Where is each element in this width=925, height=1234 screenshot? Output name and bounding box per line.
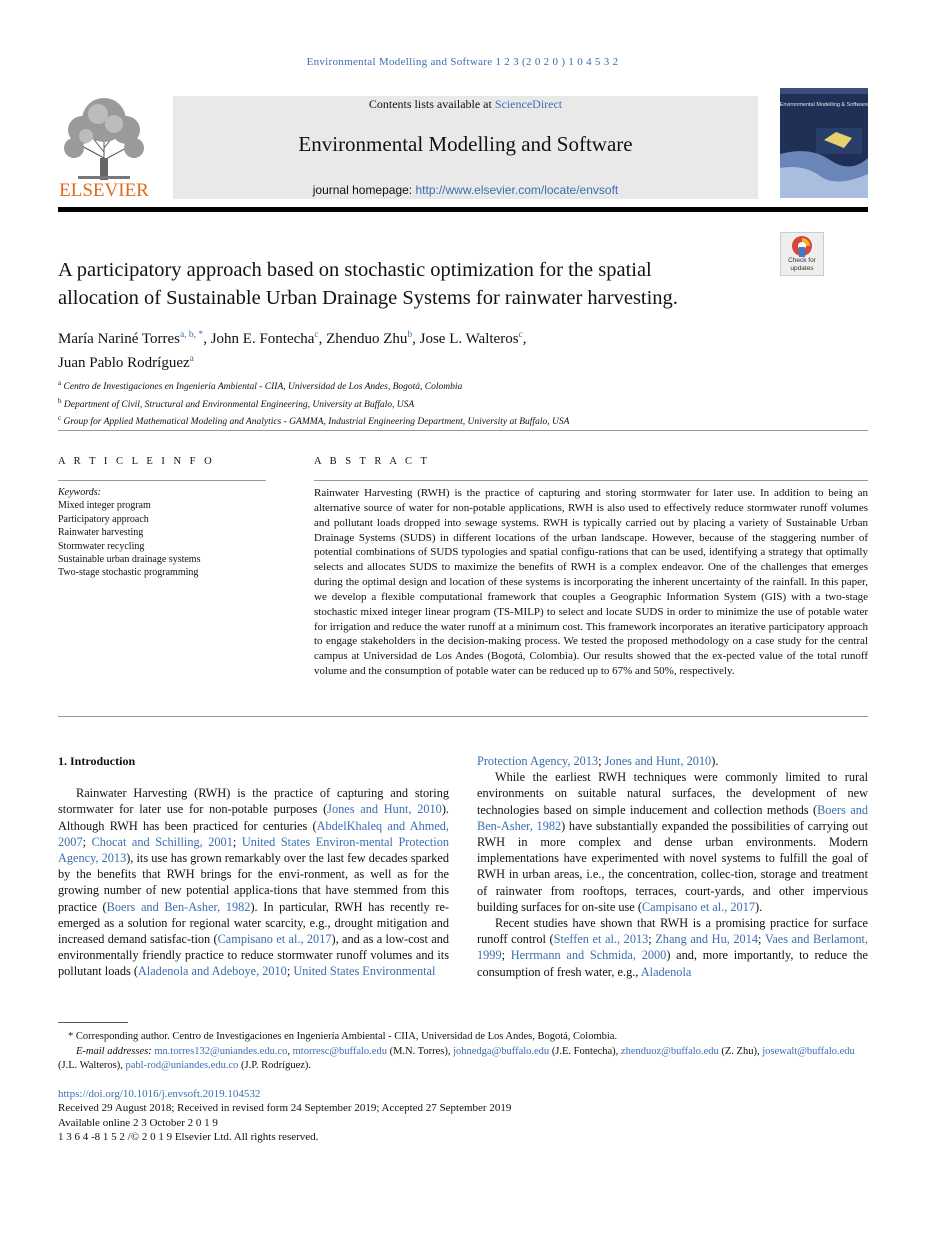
author-affiliation-marker[interactable]: a (189, 354, 194, 364)
affiliation-marker: a (58, 379, 62, 387)
author[interactable] (58, 355, 194, 371)
copyright: 1 3 6 4 -8 1 5 2 /© 2 0 1 9 Elsevier Ltd. All rights reserved. (58, 1131, 319, 1144)
article-title-line-1: A participatory approach based on stochastic optimization for the spatial (58, 259, 652, 281)
citation-link[interactable]: Campisano et al., 2017 (641, 899, 755, 914)
affiliation-a (58, 377, 858, 395)
citation-link[interactable]: Steffen et al., 2013 (553, 932, 649, 947)
author-name: Juan Pablo Rodríguez (58, 355, 190, 371)
elsevier-wordmark: ELSEVIER (59, 180, 149, 200)
contents-prefix: Contents lists available at (368, 97, 495, 111)
keywords-block (58, 486, 268, 580)
author-name: John E. Fontecha (210, 331, 315, 347)
affiliation-c (58, 412, 858, 430)
author-separator: , (412, 331, 420, 347)
affiliation-b (58, 395, 858, 413)
body-text: ). Although RWH has been practiced for centuries ( (58, 802, 449, 833)
sciencedirect-link[interactable]: ScienceDirect (494, 97, 563, 111)
available-online: Available online 2 3 October 2 0 1 9 (58, 1116, 218, 1129)
body-text: ; (286, 964, 294, 979)
citation-link[interactable]: Campisano et al., 2017 (217, 932, 332, 947)
intro-right-column (477, 753, 868, 980)
citation-link[interactable]: Boers and Ben-Asher, 1982 (477, 802, 868, 833)
intro-paragraph-1 (58, 785, 449, 979)
author-name: Jose L. Walteros (419, 331, 519, 347)
citation-link[interactable]: AbdelKhaleq and Ahmed, 2007 (58, 818, 449, 849)
citation-link[interactable]: Chocat and Schilling, 2001 (91, 834, 233, 849)
email-owner: (M.N. Torres), (386, 1045, 454, 1057)
citation-link[interactable]: Zhang and Hu, 2014 (655, 932, 758, 947)
intro-left-column (58, 753, 449, 980)
abstract-text: Rainwater Harvesting (RWH) is the practice of capturing and storing stormwater for later use. In addition to being an alternative source of water for non-potable applications, RWH is also used to effectively reduce stormwater runoff volumes and pollutant loads dropped into sewage systems. RWH is typically carried out by placing a variety of Sustainable Urban Drainage Systems (SUDS) in different locations of the urban landscape. However, because of the staggering number of potential combinations of SUDS typologies and spatial configu-rations that can be used, identifying a strategy that optimally selects and allocates SUDS to maximize the benefits of RWH is a complex endeavor. One of the challenges that emerges during the optimal design and location of these systems is incorporating the inherent uncertainty of the rainfall. In this paper, we develop a flexible computational framework that couples a Geographic Information System (GIS) with a two-stage stochastic mixed integer linear program (TS-MILP) to select and locate SUDS in order to minimize the use of potable water for irrigation and reduce the water runoff at a minimum cost. This framework incorporates an iterative participatory approach to engage stakeholders in the decision-making process. We tested the proposed methodology on a case study for the central campus at Universidad de Los Andes (Bogotá, Colombia). Our results showed that the ex-pected value of the total runoff volume and the consumption of potable water can be reduced up to 67% and 50%, respectively. (314, 487, 868, 678)
email-link[interactable]: pabl-rod@uniandes.edu.co (125, 1060, 239, 1071)
author-affiliation-marker[interactable]: c (518, 330, 523, 340)
author[interactable] (326, 331, 419, 347)
homepage-prefix: journal homepage: (312, 183, 416, 197)
corresponding-author-text: Corresponding author. Centro de Investigaciones en Ingeniería Ambiental - CIIA, Universidad de Los Andes, Bogotá, Colombia. (75, 1031, 618, 1042)
cover-title: Environmental Modelling & Software (780, 102, 868, 108)
email-owner: (Z. Zhu), (718, 1045, 763, 1057)
body-text: ). (711, 754, 719, 768)
citation-link[interactable]: Protection Agency, 2013 (477, 754, 599, 768)
author-list (58, 325, 818, 373)
email-owner: , (287, 1045, 293, 1057)
author-affiliation-marker[interactable]: a, b, * (179, 330, 204, 340)
article-info-heading: A R T I C L E I N F O (58, 456, 215, 467)
body-text: ) and, more importantly, to reduce the consumption of fresh water, e.g., (477, 948, 868, 979)
body-text: Rainwater Harvesting (RWH) is the practice of capturing and storing stormwater for later use for non-potable purposes ( (58, 786, 449, 817)
author-separator: , (522, 331, 527, 347)
doi-link[interactable]: https://doi.org/10.1016/j.envsoft.2019.104532 (58, 1088, 261, 1100)
affiliations (58, 377, 858, 430)
intro-paragraph-3 (477, 915, 868, 980)
email-addresses (58, 1045, 868, 1074)
keyword[interactable]: Rainwater harvesting (58, 527, 144, 539)
author-separator: , (203, 331, 211, 347)
email-owner: (J.P. Rodríguez). (238, 1060, 312, 1071)
citation-link[interactable]: Herrmann and Schmida, 2000 (510, 948, 667, 963)
contents-line (173, 97, 758, 112)
front-matter (58, 1087, 868, 1145)
body-text: ) have substantially expanded the possibilities of carrying out RWH in more complex and dense urban environments. Modern implementations have experimented with novel systems to fulfill the goal of RWH in urban areas, i.e., the concentration, collec-tion, storage and treatment of rainwater from rooftops, terraces, court-yards, and other impervious building surfaces for on-site use ( (477, 818, 868, 914)
author-affiliation-marker[interactable]: c (314, 330, 319, 340)
affiliation-marker: b (58, 396, 62, 405)
author[interactable] (211, 331, 326, 347)
keyword[interactable]: Stormwater recycling (58, 540, 145, 552)
received-dates: Received 29 August 2018; Received in revised form 24 September 2019; Accepted 27 September 2019 (58, 1102, 512, 1115)
citation-link[interactable]: Aladenola (640, 964, 692, 979)
article-title-line-2: allocation of Sustainable Urban Drainage Systems for rainwater harvesting. (58, 287, 678, 309)
citation-link[interactable]: United States Environ-mental Protection Agency, 2013 (58, 834, 449, 866)
footnotes (58, 1030, 868, 1074)
citation-link[interactable]: Aladenola and Adeboye, 2010 (137, 964, 287, 979)
citation-link[interactable]: Jones and Hunt, 2010 (604, 754, 712, 768)
author[interactable] (420, 331, 527, 347)
keyword[interactable]: Two-stage stochastic programming (58, 567, 199, 579)
keyword[interactable]: Sustainable urban drainage systems (58, 554, 201, 566)
keywords-label: Keywords: (58, 487, 101, 498)
author-separator: , (318, 331, 327, 347)
body-text: ; (758, 932, 765, 947)
header-rule (58, 207, 868, 212)
email-owner: (J.L. Walteros), (58, 1060, 126, 1071)
journal-citation[interactable]: Environmental Modelling and Software 1 2 3 (2 0 2 0 ) 1 0 4 5 3 2 (306, 56, 619, 68)
author[interactable] (58, 331, 211, 347)
intro-paragraph-1-continued (477, 753, 868, 769)
citation-link[interactable]: United States Environmental (293, 964, 436, 979)
body-text: ; (232, 834, 242, 849)
email-owner: (J.E. Fontecha), (549, 1045, 621, 1057)
elsevier-tree-logo (58, 88, 150, 200)
body-text: ), its use has grown remarkably over the last few decades sparked by the benefits that RWH brings for the envi-ronment, as well as for the growing number of new potential applica-tions that have stemmed from this practice ( (58, 851, 450, 914)
affiliation-text: Group for Applied Mathematical Modeling and Analytics - GAMMA, Industrial Engineering Department, University at Buffalo, USA (63, 417, 570, 428)
email-link[interactable]: johnedga@buffalo.edu (453, 1045, 550, 1057)
author-name: Zhenduo Zhu (326, 331, 408, 347)
abstract-rule (314, 480, 868, 481)
crossmark-icon (790, 235, 814, 257)
email-link[interactable]: josewalt@buffalo.edu (762, 1045, 855, 1057)
body-text: ), and as a low-cost and environmentally friendly practice to reduce stormwater runoff volumes and its pollutant loads ( (58, 932, 449, 979)
journal-homepage (173, 183, 758, 197)
abstract-divider (58, 716, 868, 717)
body-text: ; (648, 932, 656, 947)
affiliation-marker: c (58, 414, 62, 423)
body-text: Recent studies have shown that RWH is a promising practice for surface runoff control ( (477, 916, 868, 947)
keyword[interactable]: Mixed integer program (58, 500, 151, 512)
journal-title: Environmental Modelling and Software (298, 132, 633, 156)
corresponding-author-note: * Corresponding author. Centro de Investigaciones en Ingeniería Ambiental - CIIA, Universidad de Los Andes, Bogotá, Colombia. (68, 1031, 618, 1042)
citation-link[interactable]: Vaes and Berlamont, 1999 (477, 932, 868, 963)
journal-cover-image[interactable] (780, 88, 868, 198)
author-name: María Nariné Torres (58, 331, 180, 347)
body-text: ; (598, 754, 605, 768)
intro-paragraph-2 (477, 769, 868, 915)
email-link[interactable]: mn.torres132@uniandes.edu.co (154, 1045, 288, 1057)
body-text: While the earliest RWH techniques were commonly limited to rural environments on suitable natural surfaces, the development of new technologies based on simple inducement and collection methods ( (477, 770, 868, 817)
keyword[interactable]: Participatory approach (58, 513, 149, 525)
affiliation-text: Department of Civil, Structural and Environmental Engineering, University at Buffalo, USA (63, 399, 415, 410)
citation-link[interactable]: Jones and Hunt, 2010 (327, 802, 442, 817)
check-for-updates-badge[interactable] (780, 232, 824, 276)
article-title (58, 256, 778, 312)
email-link[interactable]: zhenduoz@buffalo.edu (620, 1045, 719, 1057)
body-text: ). In particular, RWH has recently re-emerged as a solution for regional water scarcity, e.g., drought mitigation and increased demand satisfac-tion ( (58, 899, 449, 947)
body-text: ). (755, 899, 763, 914)
abstract-heading: A B S T R A C T (314, 456, 430, 467)
article-info-rule (58, 480, 266, 481)
affiliation-divider (58, 430, 868, 431)
homepage-link[interactable]: http://www.elsevier.com/locate/envsoft (415, 183, 619, 197)
footnote-rule (58, 1022, 128, 1023)
author-affiliation-marker[interactable]: b (407, 330, 413, 340)
email-label: E-mail addresses: (76, 1045, 152, 1057)
section-heading-introduction: 1. Introduction (58, 754, 136, 768)
body-text: ; (82, 834, 92, 849)
citation-link[interactable]: Boers and Ben-Asher, 1982 (106, 899, 251, 914)
affiliation-text: Centro de Investigaciones en Ingeniería Ambiental - CIIA, Universidad de Los Andes, Bogotá, Colombia (63, 382, 463, 393)
check-for-updates-label: Check for updates (788, 257, 816, 272)
body-text: ; (501, 948, 511, 963)
email-link[interactable]: mtorresc@buffalo.edu (292, 1045, 387, 1057)
